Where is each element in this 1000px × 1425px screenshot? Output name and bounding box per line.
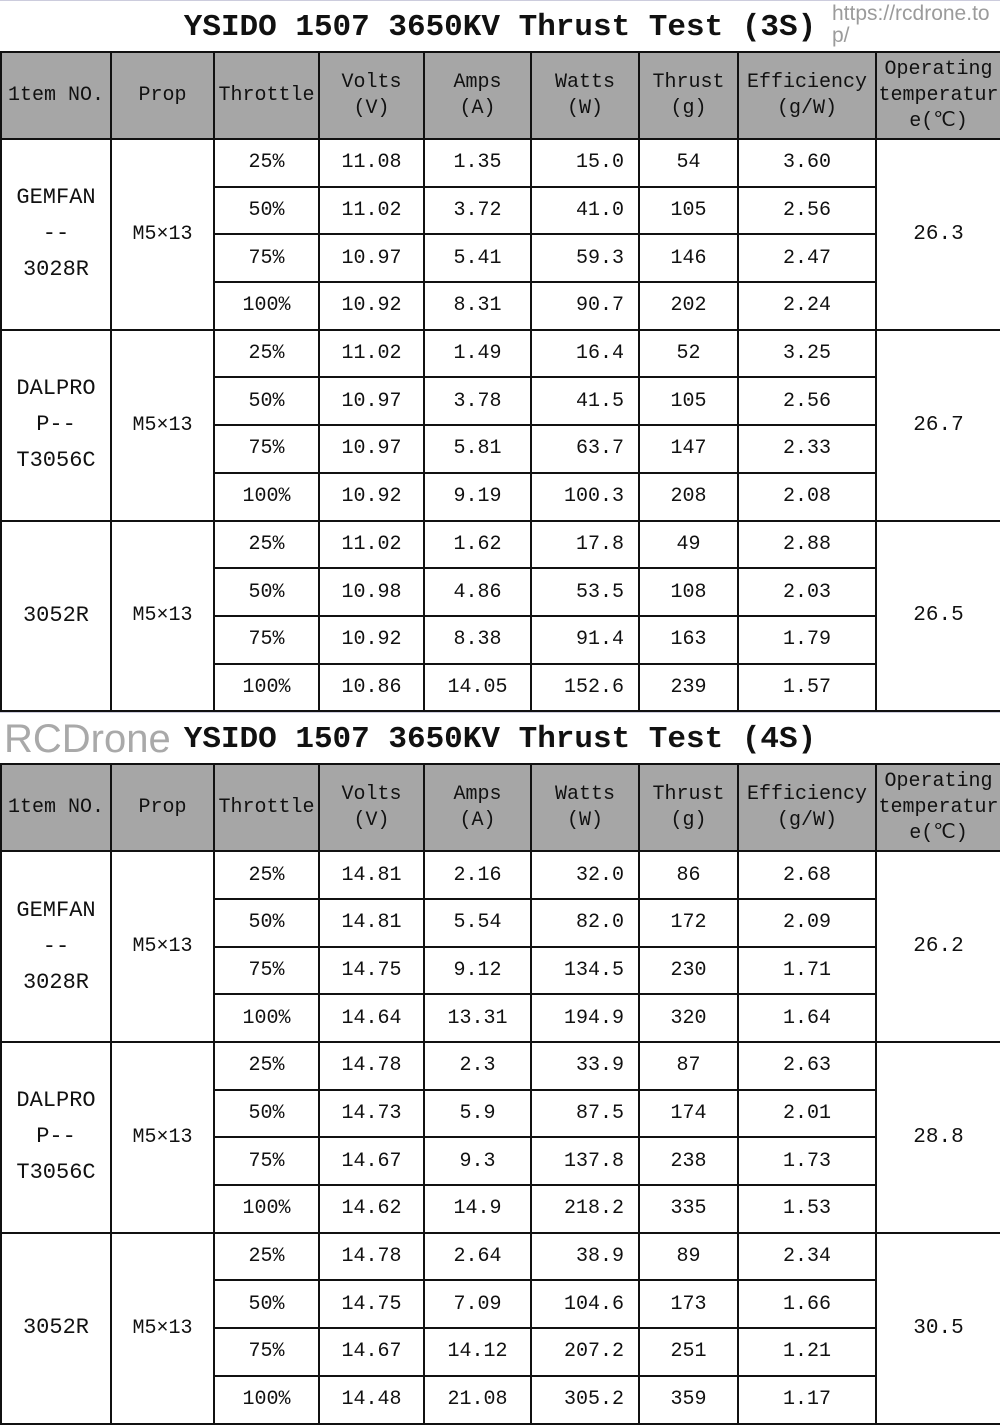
column-header: Operating temperatur e(℃) <box>876 764 1000 851</box>
temperature-cell: 26.5 <box>876 521 1000 712</box>
prop-cell: M5×13 <box>111 851 214 1042</box>
throttle-cell: 100% <box>214 1185 319 1233</box>
amps-cell: 5.41 <box>424 234 531 282</box>
thrust-cell: 105 <box>639 187 738 235</box>
volts-cell: 10.86 <box>319 664 424 712</box>
column-header: Thrust (g) <box>639 52 738 139</box>
thrust-cell: 202 <box>639 282 738 330</box>
amps-cell: 9.19 <box>424 473 531 521</box>
amps-cell: 1.35 <box>424 139 531 187</box>
throttle-cell: 25% <box>214 330 319 378</box>
volts-cell: 11.02 <box>319 521 424 569</box>
throttle-cell: 75% <box>214 1137 319 1185</box>
volts-cell: 10.97 <box>319 234 424 282</box>
amps-cell: 3.78 <box>424 377 531 425</box>
efficiency-cell: 2.88 <box>738 521 876 569</box>
item-number-cell: 3052R <box>1 1233 111 1424</box>
watts-cell: 33.9 <box>531 1042 639 1090</box>
temperature-cell: 26.7 <box>876 330 1000 521</box>
prop-cell: M5×13 <box>111 330 214 521</box>
throttle-cell: 25% <box>214 139 319 187</box>
amps-cell: 1.62 <box>424 521 531 569</box>
throttle-cell: 75% <box>214 234 319 282</box>
volts-cell: 14.62 <box>319 1185 424 1233</box>
amps-cell: 14.9 <box>424 1185 531 1233</box>
thrust-cell: 238 <box>639 1137 738 1185</box>
watts-cell: 63.7 <box>531 425 639 473</box>
volts-cell: 11.02 <box>319 330 424 378</box>
thrust-cell: 320 <box>639 994 738 1042</box>
thrust-cell: 239 <box>639 664 738 712</box>
thrust-cell: 335 <box>639 1185 738 1233</box>
throttle-cell: 25% <box>214 1233 319 1281</box>
throttle-cell: 100% <box>214 282 319 330</box>
throttle-cell: 50% <box>214 1090 319 1138</box>
prop-cell: M5×13 <box>111 139 214 330</box>
column-header: Efficiency (g/W) <box>738 764 876 851</box>
thrust-table <box>0 763 1000 1424</box>
amps-cell: 14.05 <box>424 664 531 712</box>
amps-cell: 4.86 <box>424 568 531 616</box>
item-number-cell: GEMFAN -- 3028R <box>1 139 111 330</box>
thrust-cell: 86 <box>639 851 738 899</box>
efficiency-cell: 1.64 <box>738 994 876 1042</box>
volts-cell: 14.75 <box>319 1280 424 1328</box>
watts-cell: 90.7 <box>531 282 639 330</box>
volts-cell: 14.67 <box>319 1137 424 1185</box>
amps-cell: 21.08 <box>424 1376 531 1424</box>
throttle-cell: 25% <box>214 851 319 899</box>
efficiency-cell: 1.57 <box>738 664 876 712</box>
volts-cell: 14.81 <box>319 899 424 947</box>
thrust-cell: 251 <box>639 1328 738 1376</box>
throttle-cell: 100% <box>214 473 319 521</box>
volts-cell: 14.48 <box>319 1376 424 1424</box>
amps-cell: 7.09 <box>424 1280 531 1328</box>
throttle-cell: 75% <box>214 1328 319 1376</box>
amps-cell: 3.72 <box>424 187 531 235</box>
column-header: Throttle <box>214 764 319 851</box>
temperature-cell: 26.2 <box>876 851 1000 1042</box>
thrust-cell: 87 <box>639 1042 738 1090</box>
throttle-cell: 100% <box>214 994 319 1042</box>
amps-cell: 8.31 <box>424 282 531 330</box>
volts-cell: 14.78 <box>319 1042 424 1090</box>
table-row <box>1 1042 1000 1090</box>
volts-cell: 14.73 <box>319 1090 424 1138</box>
amps-cell: 2.64 <box>424 1233 531 1281</box>
column-header: Thrust (g) <box>639 764 738 851</box>
thrust-cell: 89 <box>639 1233 738 1281</box>
thrust-cell: 54 <box>639 139 738 187</box>
column-header: Prop <box>111 52 214 139</box>
header-row <box>1 52 1000 139</box>
efficiency-cell: 2.33 <box>738 425 876 473</box>
amps-cell: 13.31 <box>424 994 531 1042</box>
thrust-cell: 359 <box>639 1376 738 1424</box>
watts-cell: 87.5 <box>531 1090 639 1138</box>
table-title: YSIDO 1507 3650KV Thrust Test (3S) <box>0 0 1000 51</box>
efficiency-cell: 2.56 <box>738 377 876 425</box>
throttle-cell: 50% <box>214 1280 319 1328</box>
throttle-cell: 75% <box>214 616 319 664</box>
volts-cell: 10.97 <box>319 377 424 425</box>
volts-cell: 14.81 <box>319 851 424 899</box>
column-header: Prop <box>111 764 214 851</box>
watts-cell: 17.8 <box>531 521 639 569</box>
efficiency-cell: 2.47 <box>738 234 876 282</box>
watts-cell: 137.8 <box>531 1137 639 1185</box>
efficiency-cell: 2.03 <box>738 568 876 616</box>
watts-cell: 152.6 <box>531 664 639 712</box>
efficiency-cell: 2.34 <box>738 1233 876 1281</box>
prop-cell: M5×13 <box>111 1042 214 1233</box>
volts-cell: 14.64 <box>319 994 424 1042</box>
throttle-cell: 50% <box>214 377 319 425</box>
table-row <box>1 139 1000 187</box>
throttle-cell: 100% <box>214 1376 319 1424</box>
efficiency-cell: 1.71 <box>738 947 876 995</box>
thrust-cell: 146 <box>639 234 738 282</box>
column-header: Amps (A) <box>424 52 531 139</box>
efficiency-cell: 2.68 <box>738 851 876 899</box>
amps-cell: 9.12 <box>424 947 531 995</box>
throttle-cell: 50% <box>214 568 319 616</box>
item-number-cell: DALPRO P-- T3056C <box>1 330 111 521</box>
thrust-cell: 173 <box>639 1280 738 1328</box>
watts-cell: 59.3 <box>531 234 639 282</box>
column-header: Operating temperatur e(℃) <box>876 52 1000 139</box>
efficiency-cell: 2.01 <box>738 1090 876 1138</box>
watts-cell: 207.2 <box>531 1328 639 1376</box>
amps-cell: 9.3 <box>424 1137 531 1185</box>
throttle-cell: 50% <box>214 899 319 947</box>
throttle-cell: 50% <box>214 187 319 235</box>
watts-cell: 32.0 <box>531 851 639 899</box>
watts-cell: 218.2 <box>531 1185 639 1233</box>
item-number-cell: DALPRO P-- T3056C <box>1 1042 111 1233</box>
efficiency-cell: 1.79 <box>738 616 876 664</box>
column-header: 1tem NO. <box>1 52 111 139</box>
volts-cell: 14.78 <box>319 1233 424 1281</box>
temperature-cell: 26.3 <box>876 139 1000 330</box>
prop-cell: M5×13 <box>111 521 214 712</box>
volts-cell: 10.98 <box>319 568 424 616</box>
table-row <box>1 1233 1000 1281</box>
item-number-cell: 3052R <box>1 521 111 712</box>
thrust-cell: 52 <box>639 330 738 378</box>
amps-cell: 5.54 <box>424 899 531 947</box>
amps-cell: 1.49 <box>424 330 531 378</box>
efficiency-cell: 1.17 <box>738 1376 876 1424</box>
column-header: Throttle <box>214 52 319 139</box>
thrust-cell: 163 <box>639 616 738 664</box>
watts-cell: 53.5 <box>531 568 639 616</box>
volts-cell: 14.67 <box>319 1328 424 1376</box>
thrust-table <box>0 51 1000 712</box>
table-row <box>1 330 1000 378</box>
throttle-cell: 25% <box>214 1042 319 1090</box>
header-row <box>1 764 1000 851</box>
thrust-table-section-4s <box>0 712 1000 1424</box>
volts-cell: 10.92 <box>319 616 424 664</box>
watts-cell: 134.5 <box>531 947 639 995</box>
watts-cell: 41.0 <box>531 187 639 235</box>
thrust-cell: 105 <box>639 377 738 425</box>
watts-cell: 91.4 <box>531 616 639 664</box>
efficiency-cell: 1.73 <box>738 1137 876 1185</box>
volts-cell: 14.75 <box>319 947 424 995</box>
throttle-cell: 100% <box>214 664 319 712</box>
thrust-cell: 49 <box>639 521 738 569</box>
throttle-cell: 75% <box>214 947 319 995</box>
efficiency-cell: 3.60 <box>738 139 876 187</box>
temperature-cell: 30.5 <box>876 1233 1000 1424</box>
efficiency-cell: 2.56 <box>738 187 876 235</box>
thrust-cell: 108 <box>639 568 738 616</box>
thrust-cell: 174 <box>639 1090 738 1138</box>
column-header: Efficiency (g/W) <box>738 52 876 139</box>
watts-cell: 15.0 <box>531 139 639 187</box>
throttle-cell: 25% <box>214 521 319 569</box>
column-header: 1tem NO. <box>1 764 111 851</box>
table-title: YSIDO 1507 3650KV Thrust Test (4S) <box>0 712 1000 763</box>
column-header: Volts (V) <box>319 52 424 139</box>
prop-cell: M5×13 <box>111 1233 214 1424</box>
thrust-table-section-3s <box>0 0 1000 712</box>
watts-cell: 82.0 <box>531 899 639 947</box>
amps-cell: 5.9 <box>424 1090 531 1138</box>
efficiency-cell: 2.09 <box>738 899 876 947</box>
efficiency-cell: 2.24 <box>738 282 876 330</box>
amps-cell: 5.81 <box>424 425 531 473</box>
amps-cell: 2.16 <box>424 851 531 899</box>
amps-cell: 14.12 <box>424 1328 531 1376</box>
watermark-url: https://rcdrone.top/ <box>832 2 990 47</box>
watts-cell: 194.9 <box>531 994 639 1042</box>
volts-cell: 11.02 <box>319 187 424 235</box>
volts-cell: 10.97 <box>319 425 424 473</box>
watts-cell: 16.4 <box>531 330 639 378</box>
efficiency-cell: 1.66 <box>738 1280 876 1328</box>
throttle-cell: 75% <box>214 425 319 473</box>
table-row <box>1 521 1000 569</box>
watermark-brand: RCDrone <box>4 717 171 761</box>
efficiency-cell: 1.21 <box>738 1328 876 1376</box>
efficiency-cell: 2.63 <box>738 1042 876 1090</box>
column-header: Volts (V) <box>319 764 424 851</box>
watts-cell: 305.2 <box>531 1376 639 1424</box>
column-header: Amps (A) <box>424 764 531 851</box>
efficiency-cell: 1.53 <box>738 1185 876 1233</box>
thrust-cell: 172 <box>639 899 738 947</box>
watts-cell: 38.9 <box>531 1233 639 1281</box>
column-header: Watts (W) <box>531 52 639 139</box>
amps-cell: 2.3 <box>424 1042 531 1090</box>
volts-cell: 11.08 <box>319 139 424 187</box>
volts-cell: 10.92 <box>319 473 424 521</box>
amps-cell: 8.38 <box>424 616 531 664</box>
watts-cell: 100.3 <box>531 473 639 521</box>
thrust-cell: 147 <box>639 425 738 473</box>
table-row <box>1 851 1000 899</box>
efficiency-cell: 2.08 <box>738 473 876 521</box>
thrust-cell: 230 <box>639 947 738 995</box>
thrust-cell: 208 <box>639 473 738 521</box>
column-header: Watts (W) <box>531 764 639 851</box>
item-number-cell: GEMFAN -- 3028R <box>1 851 111 1042</box>
efficiency-cell: 3.25 <box>738 330 876 378</box>
watts-cell: 104.6 <box>531 1280 639 1328</box>
watts-cell: 41.5 <box>531 377 639 425</box>
volts-cell: 10.92 <box>319 282 424 330</box>
temperature-cell: 28.8 <box>876 1042 1000 1233</box>
